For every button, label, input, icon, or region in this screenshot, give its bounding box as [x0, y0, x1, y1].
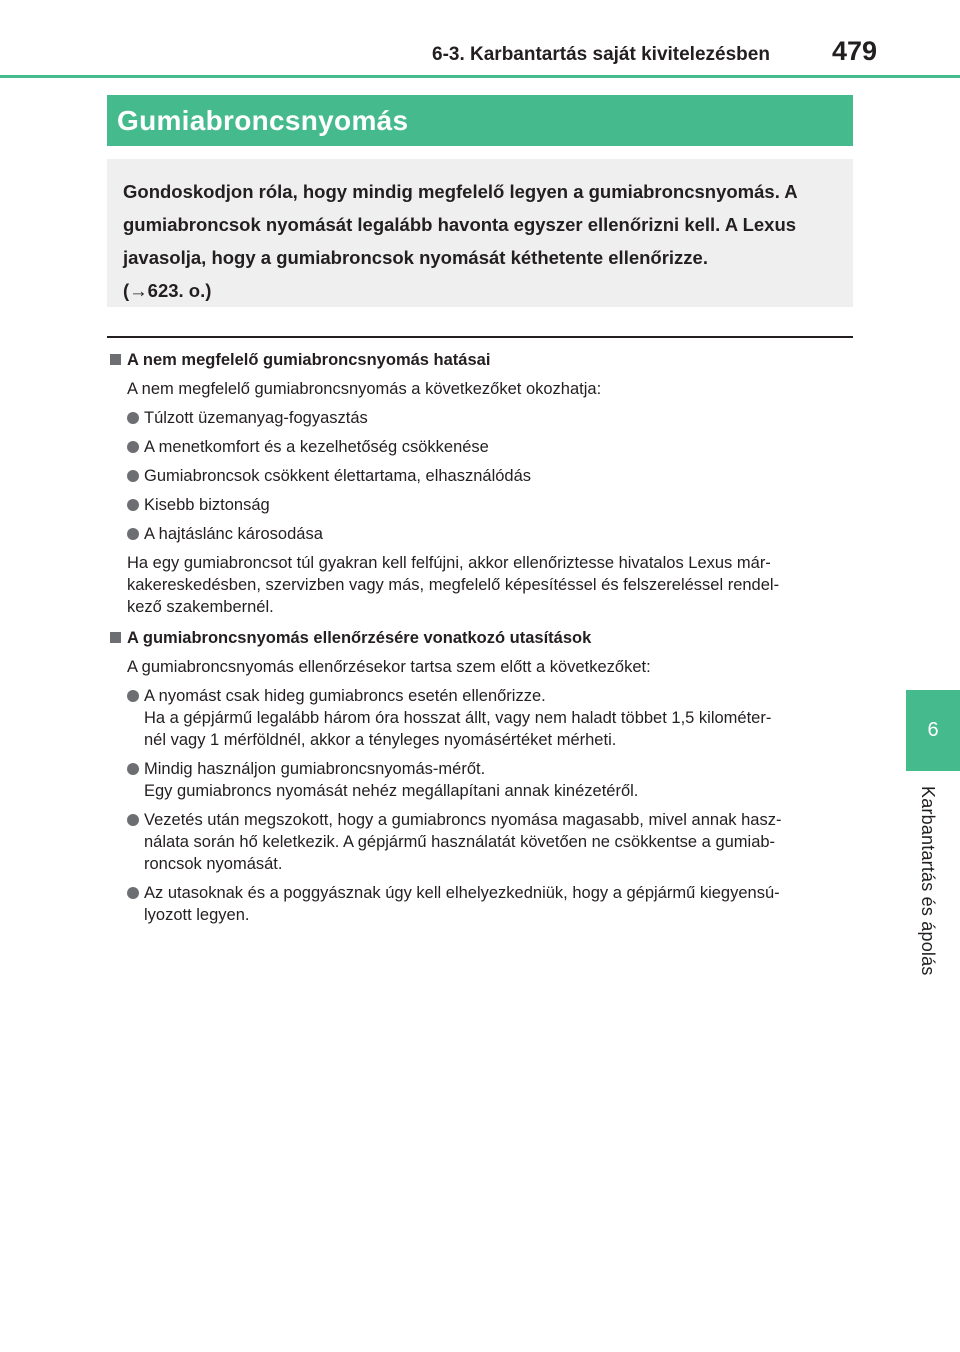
list-item-text: A menetkomfort és a kezelhetőség csökkenése: [144, 438, 489, 456]
list-item: [110, 494, 852, 516]
list-item-line: Az utasoknak és a poggyásznak úgy kell elhelyezkedniük, hogy a gépjármű kiegyensú-: [144, 884, 780, 902]
note-line: kakereskedésben, szervizben vagy más, megfelelő képesítéssel és felszereléssel rendel-: [127, 576, 780, 594]
instructions-lead: A gumiabroncsnyomás ellenőrzésekor tartsa szem előtt a következőket:: [127, 658, 651, 676]
square-bullet-icon: [110, 632, 121, 643]
list-item: [110, 882, 852, 926]
list-item-text: A hajtáslánc károsodása: [144, 525, 323, 543]
intro-page-reference: (→623. o.): [123, 280, 212, 301]
effects-heading-text: A nem megfelelő gumiabroncsnyomás hatásai: [127, 351, 491, 369]
list-item: [110, 809, 852, 875]
list-item-text: Kisebb biztonság: [144, 496, 270, 514]
round-bullet-icon: [127, 499, 139, 511]
chapter-label: Karbantartás és ápolás: [918, 786, 938, 976]
chapter-tab: [906, 690, 960, 771]
effects-lead: A nem megfelelő gumiabroncsnyomás a következőket okozhatja:: [127, 380, 602, 398]
square-bullet-icon: [110, 354, 121, 365]
section-title-banner: [107, 95, 853, 146]
round-bullet-icon: [127, 528, 139, 540]
note-line: Ha egy gumiabroncsot túl gyakran kell felfújni, akkor ellenőriztesse hivatalos Lexus már-: [127, 554, 771, 572]
round-bullet-icon: [127, 887, 139, 899]
round-bullet-icon: [127, 814, 139, 826]
list-item-text: [144, 882, 852, 926]
list-item-text: [144, 685, 852, 751]
list-item: [110, 465, 852, 487]
list-item-line: nél vagy 1 mérföldnél, akkor a tényleges nyomásértéket mérheti.: [144, 731, 617, 749]
list-item-line: Mindig használjon gumiabroncsnyomás-mérőt.: [144, 760, 486, 778]
list-item-line: lyozott legyen.: [144, 906, 250, 924]
list-item-line: Egy gumiabroncs nyomását nehéz megállapítani annak kinézetéről.: [144, 782, 639, 800]
list-item-text: Túlzott üzemanyag-fogyasztás: [144, 409, 368, 427]
round-bullet-icon: [127, 470, 139, 482]
list-item: [110, 523, 852, 545]
instructions-heading: [110, 627, 852, 649]
round-bullet-icon: [127, 690, 139, 702]
page-number: 479: [832, 36, 878, 66]
round-bullet-icon: [127, 441, 139, 453]
chapter-number: 6: [927, 719, 939, 741]
list-item-line: Vezetés után megszokott, hogy a gumiabroncs nyomása magasabb, mivel annak hasz-: [144, 811, 782, 829]
round-bullet-icon: [127, 763, 139, 775]
round-bullet-icon: [127, 412, 139, 424]
running-header-title: 6-3. Karbantartás saját kivitelezésben: [432, 44, 770, 65]
intro-box: [107, 159, 853, 307]
list-item-line: roncsok nyomását.: [144, 855, 283, 873]
list-item: [110, 436, 852, 458]
main-content: [110, 349, 852, 926]
list-item-line: nálata során hő keletkezik. A gépjármű használatát követően ne csökkentse a gumiab-: [144, 833, 776, 851]
intro-line: gumiabroncsok nyomását legalább havonta egyszer ellenőrizni kell. A Lexus: [123, 214, 797, 235]
note-line: kező szakembernél.: [127, 598, 274, 616]
header-divider: [0, 75, 960, 78]
intro-line: javasolja, hogy a gumiabroncsok nyomását kéthetente ellenőrizze.: [123, 247, 708, 268]
effects-note: [110, 552, 852, 618]
list-item-text: [144, 809, 852, 875]
list-item-line: Ha a gépjármű legalább három óra hosszat állt, vagy nem haladt többet 1,5 kilométer-: [144, 709, 772, 727]
list-item-line: A nyomást csak hideg gumiabroncs esetén ellenőrizze.: [144, 687, 546, 705]
instructions-heading-text: A gumiabroncsnyomás ellenőrzésére vonatkozó utasítások: [127, 629, 592, 647]
list-item-text: Gumiabroncsok csökkent élettartama, elhasználódás: [144, 467, 532, 485]
list-item: [110, 758, 852, 802]
intro-line: Gondoskodjon róla, hogy mindig megfelelő legyen a gumiabroncsnyomás. A: [123, 181, 798, 202]
list-item-text: [144, 758, 852, 802]
list-item: [110, 685, 852, 751]
section-title: Gumiabroncsnyomás: [117, 104, 409, 136]
effects-heading: [110, 349, 852, 371]
list-item: [110, 407, 852, 429]
content-divider: [107, 336, 853, 338]
